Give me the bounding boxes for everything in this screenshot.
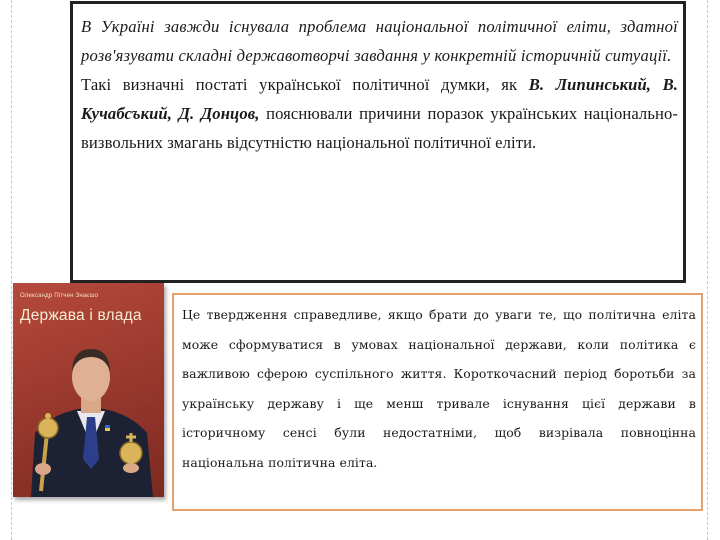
book-author: Олександр Пітчен Знаєшо (20, 293, 99, 299)
quote-names: В. Липинський, В. Кучабсъкий, Д. Донцов, (81, 75, 678, 123)
left-guide-line (11, 0, 12, 540)
quote-box (70, 1, 686, 283)
book-title: Держава і влада (20, 307, 142, 324)
quote-plain-paragraph (81, 70, 678, 157)
comment-text: Це твердження справедливе, якщо брати до уваги те, що політична еліта може сформуватися в умовах національної держави, коли політика є важливою сферою суспільного життя. Короткочасний період боротьби за українську державу і ще менш тривале існування цієї держави в історичному сенсі були недостатніми, щоб визрівала повноцінна національна політична еліта. (182, 307, 696, 470)
comment-box (172, 293, 703, 511)
quote-plain-start: Такі визначні постаті української політичної думки, як (81, 75, 529, 94)
quote-italic-paragraph: В Україні завжди існувала проблема національної політичної еліти, здатної розв'язувати складні державотворчі завдання у конкретній історичній ситуації. (81, 17, 678, 65)
book-cover-image (13, 283, 164, 497)
quote-plain-end: пояснювали причини поразок українських національно-визвольних змагань відсутністю національної політичної еліти. (81, 104, 678, 152)
right-guide-line (707, 0, 708, 540)
